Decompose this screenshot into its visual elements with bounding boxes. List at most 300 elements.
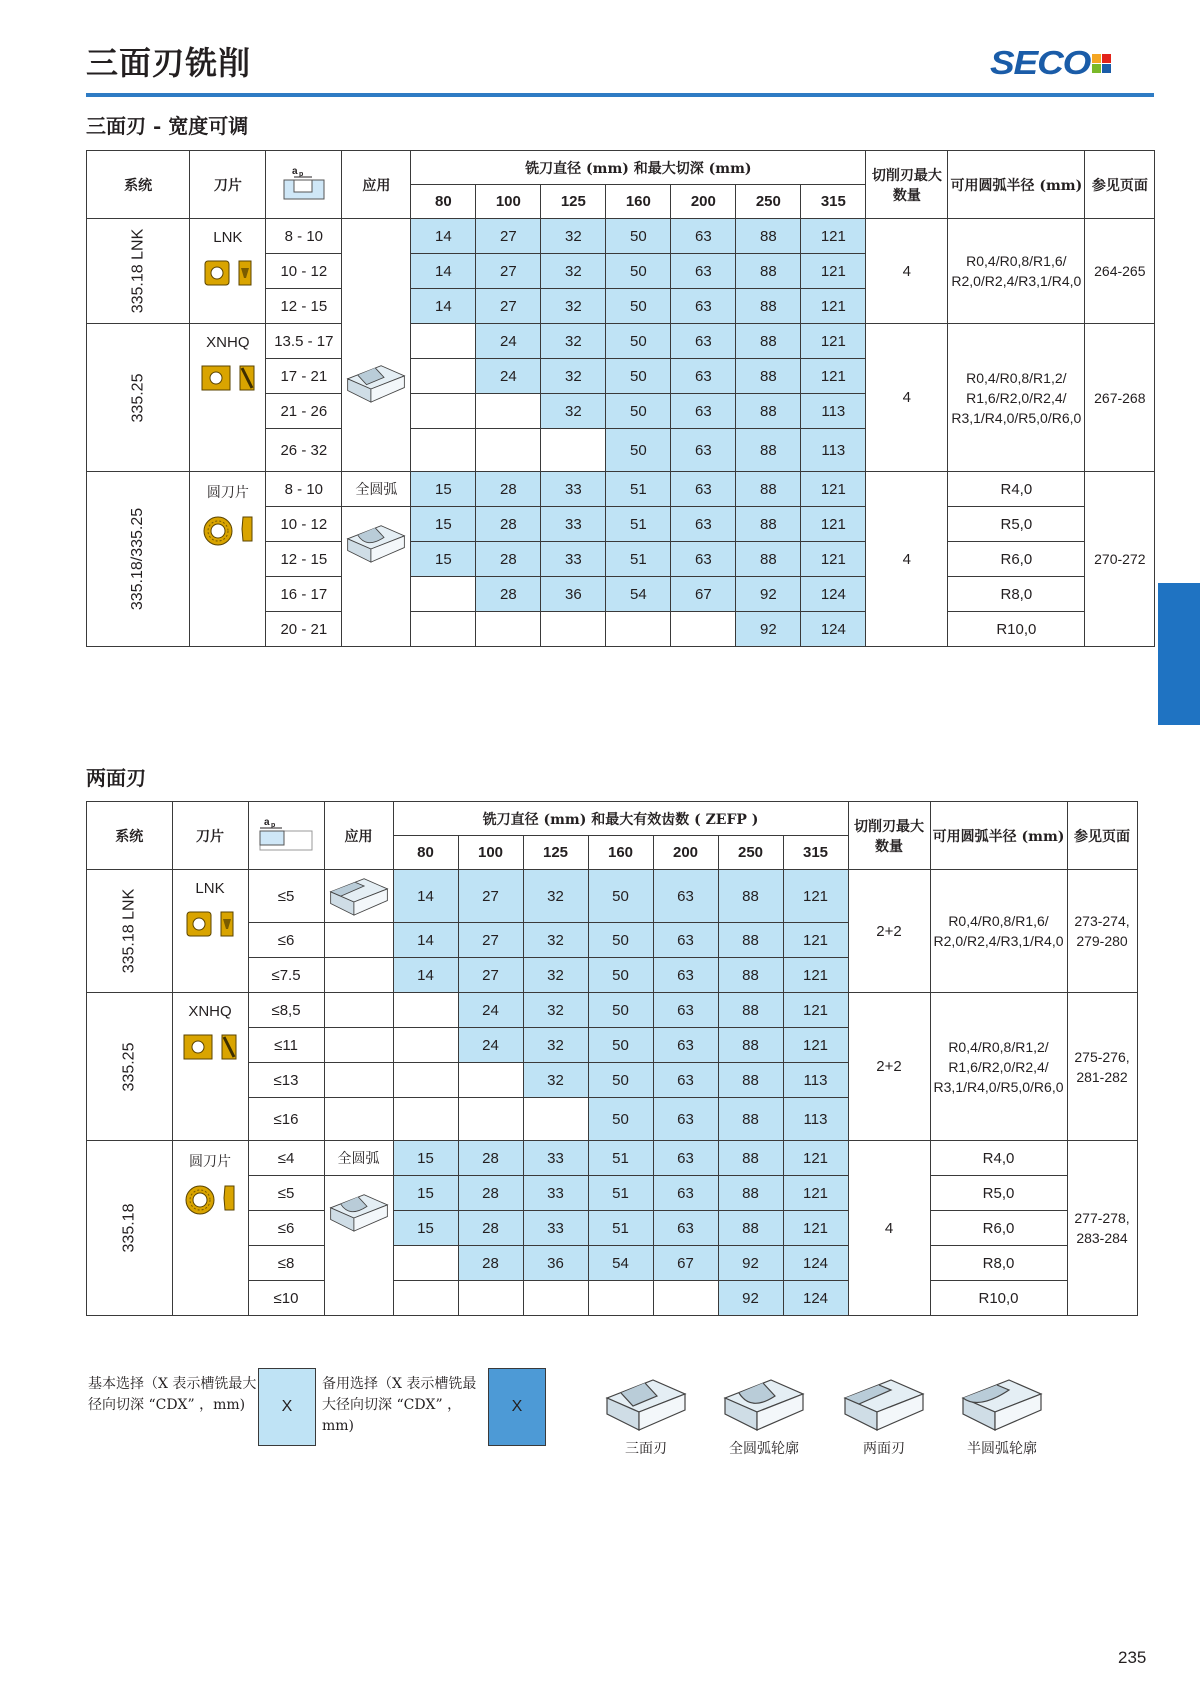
value-cell: 63 [671,324,736,359]
system-header: 系统 [87,151,190,219]
application-cell [324,923,393,958]
value-cell: 121 [801,472,866,507]
application-cell [324,1098,393,1141]
ap-value: 12 - 15 [266,542,342,577]
ref-pages-value: 264-265 [1085,219,1155,324]
legend-basic-box: X [258,1368,316,1446]
value-cell: 24 [458,993,523,1028]
system-label: 335.18/335.25 [129,507,147,611]
value-cell [653,1281,718,1316]
table-row [87,472,1155,507]
insert-label: XNHQ [188,1003,232,1020]
value-cell [671,612,736,647]
value-cell: 113 [783,1063,848,1098]
ap-value: ≤6 [248,1211,324,1246]
insert-icon-pair [173,911,248,941]
value-cell: 32 [541,219,606,254]
insert-side-view-icon [223,1185,235,1219]
system-cell [87,472,190,647]
page-number: 235 [1118,1648,1147,1667]
full-radius-profile-icon [719,1368,809,1434]
value-cell: 24 [476,359,541,394]
value-cell: 33 [523,1141,588,1176]
radius-value: R5,0 [930,1176,1067,1211]
full-radius-application-icon [343,552,409,569]
system-header: 系统 [87,802,173,870]
value-cell: 54 [606,577,671,612]
value-cell: 113 [801,394,866,429]
radius-value: R8,0 [948,577,1085,612]
value-cell [458,1281,523,1316]
value-cell: 14 [411,254,476,289]
value-cell: 124 [801,612,866,647]
ap-header [266,151,342,219]
value-cell [606,612,671,647]
value-cell: 50 [588,993,653,1028]
legend-figure-label: 两面刃 [863,1441,905,1457]
three-sided-cutter-figure [596,1368,696,1458]
application-header: 应用 [342,151,411,219]
value-cell: 121 [783,870,848,923]
value-cell: 121 [801,289,866,324]
value-cell: 32 [541,254,606,289]
ap-value: 26 - 32 [266,429,342,472]
value-cell [476,429,541,472]
insert-icon-pair [173,1185,248,1219]
insert-top-view-icon [204,260,230,290]
svg-text:a: a [291,165,298,177]
system-label: 335.25 [120,1042,138,1091]
value-cell: 28 [458,1246,523,1281]
legend-alt-text: 备用选择（X 表示槽铣最大径向切深 “CDX” ，mm) [322,1376,477,1434]
insert-label: XNHQ [206,334,250,351]
value-cell: 121 [783,1176,848,1211]
value-cell: 121 [783,1211,848,1246]
ap-diagram-icon [282,165,326,204]
value-cell: 63 [653,1141,718,1176]
ap-value: ≤5 [248,1176,324,1211]
radius-value: R0,4/R0,8/R1,2/ R1,6/R2,0/R2,4/ R3,1/R4,0/R5,0/R6,0 [948,324,1085,472]
insert-top-view-icon [203,516,233,550]
max-edges-value: 2+2 [848,993,930,1141]
value-cell: 67 [671,577,736,612]
value-cell: 63 [653,1176,718,1211]
diameter-group-header: 铣刀直径 (mm) 和最大有效齿数 ( ZEFP ) [393,802,848,836]
ap-diagram-icon [258,816,314,855]
value-cell: 33 [523,1211,588,1246]
radius-value: R6,0 [930,1211,1067,1246]
value-cell: 28 [476,507,541,542]
value-cell: 14 [411,219,476,254]
diameter-header: 125 [541,185,606,219]
legend-figure-label: 半圆弧轮廓 [967,1441,1037,1457]
three-sided-profile-icon [601,1368,691,1434]
insert-side-view-icon [239,365,255,395]
value-cell [393,1098,458,1141]
value-cell: 124 [783,1281,848,1316]
ref-pages-value: 273-274, 279-280 [1067,870,1137,993]
insert-cell [190,324,266,472]
value-cell: 51 [606,507,671,542]
value-cell [523,1281,588,1316]
two-sided-cutter-figure [834,1368,934,1458]
value-cell: 121 [801,542,866,577]
header-rule [86,93,1154,97]
value-cell: 32 [523,958,588,993]
application-label: 全圆弧 [324,1141,393,1176]
insert-cell [190,472,266,647]
diameter-header: 160 [606,185,671,219]
value-cell: 15 [411,507,476,542]
diameter-header: 250 [736,185,801,219]
value-cell [458,1063,523,1098]
insert-side-view-icon [241,516,253,550]
diameter-header: 80 [393,836,458,870]
value-cell: 32 [523,870,588,923]
value-cell: 121 [801,359,866,394]
value-cell [588,1281,653,1316]
value-cell: 36 [523,1246,588,1281]
value-cell: 63 [671,507,736,542]
max-edges-value: 2+2 [848,870,930,993]
value-cell [476,612,541,647]
value-cell: 113 [783,1098,848,1141]
diameter-header: 315 [783,836,848,870]
max-edges-value: 4 [866,472,948,647]
value-cell: 27 [458,958,523,993]
value-cell: 63 [671,359,736,394]
radius-value: R5,0 [948,507,1085,542]
max-edges-header: 切削刃最大数量 [866,151,948,219]
table-row [87,219,1155,254]
value-cell: 124 [783,1246,848,1281]
value-cell: 92 [736,612,801,647]
value-cell: 50 [606,324,671,359]
value-cell: 88 [718,958,783,993]
ap-value: 20 - 21 [266,612,342,647]
value-cell: 32 [523,1028,588,1063]
value-cell: 15 [393,1211,458,1246]
value-cell: 88 [736,289,801,324]
value-cell: 121 [801,507,866,542]
ap-value: ≤10 [248,1281,324,1316]
radius-value: R0,4/R0,8/R1,6/ R2,0/R2,4/R3,1/R4,0 [930,870,1067,993]
ap-header [248,802,324,870]
ap-value: 12 - 15 [266,289,342,324]
value-cell: 27 [476,289,541,324]
value-cell: 88 [736,254,801,289]
value-cell: 88 [736,359,801,394]
value-cell: 88 [718,923,783,958]
value-cell: 88 [718,1211,783,1246]
value-cell: 121 [783,1028,848,1063]
application-cell [324,993,393,1028]
value-cell: 88 [718,1141,783,1176]
diameter-header: 315 [801,185,866,219]
value-cell: 27 [458,870,523,923]
value-cell: 88 [736,507,801,542]
diameter-header: 80 [411,185,476,219]
ap-value: ≤7.5 [248,958,324,993]
value-cell: 27 [476,219,541,254]
diameter-header: 250 [718,836,783,870]
system-label: 335.18 [120,1203,138,1253]
value-cell: 50 [588,1098,653,1141]
value-cell [541,612,606,647]
svg-text:a: a [264,816,270,828]
value-cell: 63 [671,219,736,254]
value-cell: 63 [653,958,718,993]
diameter-header: 200 [653,836,718,870]
insert-header: 刀片 [172,802,248,870]
value-cell: 92 [736,577,801,612]
value-cell: 32 [541,289,606,324]
radius-value: R4,0 [948,472,1085,507]
value-cell: 27 [476,254,541,289]
max-edges-value: 4 [848,1141,930,1316]
seco-logo [990,44,1111,82]
value-cell: 63 [671,254,736,289]
value-cell: 51 [606,542,671,577]
application-cell [324,1028,393,1063]
insert-cell [190,219,266,324]
value-cell: 121 [783,993,848,1028]
application-cell [324,958,393,993]
value-cell: 14 [411,289,476,324]
section1-title: 三面刃 - 宽度可调 [86,114,249,138]
value-cell: 63 [671,542,736,577]
value-cell: 50 [606,394,671,429]
application-cell [324,1176,393,1316]
diameter-header: 125 [523,836,588,870]
insert-top-view-icon [185,1185,215,1219]
value-cell: 88 [736,219,801,254]
value-cell: 88 [736,472,801,507]
value-cell: 50 [588,1028,653,1063]
value-cell [541,429,606,472]
insert-label: 圆刀片 [206,485,249,501]
system-label: 335.18 LNK [120,888,138,974]
half-radius-figure [952,1368,1052,1458]
value-cell: 28 [458,1176,523,1211]
system-label: 335.18 LNK [129,228,147,314]
full-radius-application-icon [326,1221,392,1238]
value-cell [393,993,458,1028]
value-cell: 51 [588,1141,653,1176]
application-label: 全圆弧 [342,472,411,507]
value-cell: 121 [801,254,866,289]
value-cell: 88 [718,1028,783,1063]
value-cell [411,577,476,612]
half-radius-profile-icon [957,1368,1047,1434]
legend-figure-label: 三面刃 [625,1441,667,1457]
value-cell: 15 [393,1176,458,1211]
value-cell: 88 [736,324,801,359]
value-cell: 14 [393,958,458,993]
ap-value: ≤11 [248,1028,324,1063]
value-cell [458,1098,523,1141]
max-edges-header: 切削刃最大数量 [848,802,930,870]
ref-pages-value: 270-272 [1085,472,1155,647]
value-cell: 15 [411,542,476,577]
insert-top-view-icon [186,911,212,941]
radius-value: R4,0 [930,1141,1067,1176]
ref-pages-header: 参见页面 [1085,151,1155,219]
value-cell [411,612,476,647]
value-cell [411,429,476,472]
insert-header: 刀片 [190,151,266,219]
value-cell: 63 [653,870,718,923]
slot-application-icon [343,392,409,409]
value-cell: 88 [718,870,783,923]
system-cell [87,219,190,324]
value-cell: 92 [718,1246,783,1281]
radii-header: 可用圆弧半径 (mm) [930,802,1067,870]
table-row [87,870,1138,923]
two-sided-profile-icon [839,1368,929,1434]
value-cell: 32 [523,993,588,1028]
radius-value: R6,0 [948,542,1085,577]
value-cell: 50 [606,429,671,472]
value-cell: 32 [541,394,606,429]
value-cell: 33 [541,542,606,577]
value-cell: 14 [393,870,458,923]
two-sided-application-icon [326,905,392,922]
value-cell: 63 [671,289,736,324]
system-cell [87,1141,173,1316]
value-cell: 24 [458,1028,523,1063]
value-cell: 88 [736,429,801,472]
value-cell: 50 [606,254,671,289]
insert-side-view-icon [221,1034,237,1064]
ap-value: 8 - 10 [266,219,342,254]
value-cell: 63 [653,1098,718,1141]
value-cell: 63 [653,1063,718,1098]
value-cell: 124 [801,577,866,612]
value-cell [393,1063,458,1098]
insert-cell [172,870,248,993]
value-cell [411,359,476,394]
ap-value: 10 - 12 [266,254,342,289]
value-cell: 32 [541,359,606,394]
legend-figure-label: 全圆弧轮廓 [729,1441,799,1457]
value-cell: 51 [588,1211,653,1246]
ap-value: ≤13 [248,1063,324,1098]
value-cell: 121 [783,923,848,958]
diameter-group-header: 铣刀直径 (mm) 和最大切深 (mm) [411,151,866,185]
value-cell: 121 [783,1141,848,1176]
value-cell: 50 [606,219,671,254]
legend-alt-box: X [488,1368,546,1446]
value-cell: 36 [541,577,606,612]
diameter-header: 100 [476,185,541,219]
value-cell: 28 [476,542,541,577]
svg-text:p: p [271,821,276,829]
value-cell: 14 [393,923,458,958]
application-cell [324,870,393,923]
value-cell: 88 [736,394,801,429]
value-cell: 63 [653,1028,718,1063]
value-cell: 67 [653,1246,718,1281]
value-cell: 33 [523,1176,588,1211]
system-cell [87,993,173,1141]
value-cell [411,394,476,429]
ap-value: ≤4 [248,1141,324,1176]
ap-value: ≤6 [248,923,324,958]
insert-label: LNK [195,880,225,897]
value-cell [523,1098,588,1141]
system-label: 335.25 [129,373,147,422]
value-cell: 27 [458,923,523,958]
value-cell: 92 [718,1281,783,1316]
insert-cell [172,993,248,1141]
radius-value: R10,0 [930,1281,1067,1316]
max-edges-value: 4 [866,219,948,324]
value-cell: 50 [606,359,671,394]
insert-icon-pair [173,1034,248,1064]
radius-value: R0,4/R0,8/R1,6/ R2,0/R2,4/R3,1/R4,0 [948,219,1085,324]
value-cell: 50 [588,923,653,958]
ref-pages-value: 267-268 [1085,324,1155,472]
value-cell: 88 [718,1098,783,1141]
value-cell: 32 [541,324,606,359]
application-header: 应用 [324,802,393,870]
ap-value: ≤8,5 [248,993,324,1028]
diameter-header: 200 [671,185,736,219]
value-cell: 28 [458,1141,523,1176]
value-cell: 63 [653,993,718,1028]
insert-top-view-icon [183,1034,213,1064]
value-cell: 113 [801,429,866,472]
value-cell [476,394,541,429]
radius-value: R0,4/R0,8/R1,2/ R1,6/R2,0/R2,4/ R3,1/R4,0/R5,0/R6,0 [930,993,1067,1141]
value-cell: 32 [523,923,588,958]
ref-pages-value: 275-276, 281-282 [1067,993,1137,1141]
logo-mark-icon [1092,54,1111,73]
insert-top-view-icon [201,365,231,395]
section2-title: 两面刃 [86,766,146,790]
svg-text:p: p [298,170,304,178]
value-cell: 121 [801,324,866,359]
section1-table [86,150,1155,647]
insert-icon-pair [190,516,265,550]
insert-label: LNK [213,229,243,246]
max-edges-value: 4 [866,324,948,472]
system-cell [87,870,173,993]
table-row [87,324,1155,359]
value-cell: 63 [671,394,736,429]
side-tab [1158,583,1200,725]
value-cell: 33 [541,507,606,542]
value-cell: 88 [736,542,801,577]
ap-value: 16 - 17 [266,577,342,612]
value-cell: 54 [588,1246,653,1281]
ap-value: 13.5 - 17 [266,324,342,359]
section2-table [86,801,1138,1316]
insert-icon-pair [190,260,265,290]
value-cell: 50 [588,958,653,993]
value-cell: 63 [671,429,736,472]
diameter-header: 160 [588,836,653,870]
value-cell [393,1281,458,1316]
insert-side-view-icon [238,260,252,290]
radius-value: R8,0 [930,1246,1067,1281]
application-cell [324,1063,393,1098]
value-cell: 15 [393,1141,458,1176]
value-cell [393,1028,458,1063]
insert-icon-pair [190,365,265,395]
value-cell: 15 [411,472,476,507]
